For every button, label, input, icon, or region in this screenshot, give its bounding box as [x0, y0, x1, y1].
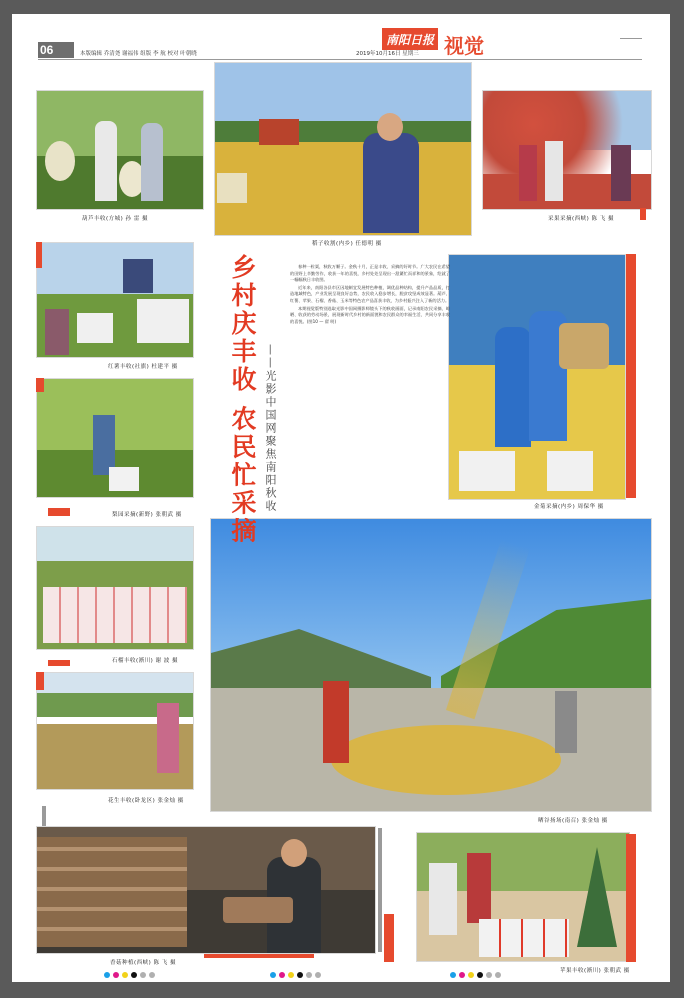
photo-caption: 红薯丰收(社旗) 杜建平 摄: [108, 364, 178, 370]
rice-harvest-photo: [214, 62, 472, 236]
cotton-harvest-photo: [36, 672, 194, 790]
article-body: [290, 264, 450, 326]
mushroom-bags: [37, 837, 187, 947]
page-number: 06: [40, 43, 54, 57]
registration-marks: [270, 972, 324, 978]
sweet-potato-photo: [36, 242, 194, 358]
accent-bar: [48, 508, 70, 516]
crate-stack: [479, 919, 569, 957]
photo-caption: 金菊采摘(内乡) 周保华 摄: [534, 504, 604, 510]
registration-dot: [486, 972, 492, 978]
mushroom-tray: [223, 897, 293, 923]
accent-bar: [36, 672, 44, 690]
farmer-figure: [123, 259, 153, 293]
registration-dot: [459, 972, 465, 978]
photo-caption: 稻子收割(内乡) 任德明 摄: [312, 241, 382, 247]
apple-harvest-photo: [416, 832, 630, 962]
registration-dot: [140, 972, 146, 978]
accent-bar: [626, 254, 636, 498]
wicker-basket: [559, 323, 609, 369]
farmer-figure: [467, 853, 491, 923]
registration-dot: [149, 972, 155, 978]
registration-marks: [450, 972, 504, 978]
registration-marks: [104, 972, 158, 978]
photo-caption: 花生丰收(卧龙区) 张金灿 摄: [108, 798, 184, 804]
crate: [77, 313, 113, 343]
pomegranate-photo: [36, 526, 194, 650]
accent-bar: [42, 806, 46, 826]
accent-bar: [48, 660, 70, 666]
farmer-figure: [323, 681, 349, 763]
section-title: 视觉: [444, 34, 484, 58]
harvester-machine: [259, 119, 299, 145]
photo-sky: [215, 63, 471, 121]
headline-main: 乡村庆丰收 农民忙采摘: [228, 254, 257, 546]
photo-sky: [37, 527, 193, 561]
article-paragraph: 春种一粒粟，秋收万颗子。金秋十月，正是丰收、采摘的好时节。广大农民在希望的田野上辛勤劳作，收获一年的喜悦，乡村处处呈现出一派繁忙而祥和的景象，绘就了一幅幅秋日丰收图。: [290, 264, 450, 283]
photo-sky: [37, 379, 193, 450]
farmer-figure: [95, 121, 117, 201]
article-paragraph: 近年来，南阳各县市区因地制宜发展特色种植，调优品种结构，提升产品品质，打造地域特色，产业发展呈现良好态势，农民收入稳步增长，脱贫攻坚成效显著。葫芦、红薯、苹果、石榴、香菇、玉米等特色农产品喜获丰收，为乡村振兴注入了新的活力。: [290, 284, 450, 303]
grain-pile: [331, 725, 561, 795]
photo-ground: [215, 142, 471, 235]
corn-drying-photo: [448, 254, 626, 500]
registration-dot: [468, 972, 474, 978]
issue-date: 2019年10月16日 星期三: [356, 51, 419, 57]
farmer-figure: [555, 691, 577, 753]
photo-caption: 苹果丰收(淅川) 张朝武 摄: [560, 968, 630, 974]
photo-sky: [37, 243, 193, 294]
registration-dot: [288, 972, 294, 978]
farmer-figure: [545, 141, 563, 201]
crate-stack: [43, 587, 187, 643]
farmer-figure: [93, 415, 115, 475]
accent-bar: [204, 954, 314, 958]
gourd-shape: [45, 141, 75, 181]
photo-caption: 葫芦丰收(方城) 孙 雷 摄: [82, 216, 149, 222]
editor-credits: 本版编辑 乔清尧 谢福伟 组版 李 航 校对 叶朝晓: [80, 51, 197, 57]
header-rule: [38, 59, 642, 60]
registration-dot: [297, 972, 303, 978]
farmer-figure: [141, 123, 163, 201]
crate: [459, 451, 515, 491]
headline-subtitle: ——光影中国网聚焦南阳秋收: [264, 344, 277, 513]
masthead-logo-text: 南阳日报: [386, 33, 435, 47]
registration-dot: [279, 972, 285, 978]
registration-dot: [450, 972, 456, 978]
farmer-face: [377, 113, 403, 141]
registration-dot: [306, 972, 312, 978]
registration-dot: [270, 972, 276, 978]
accent-bar: [384, 914, 394, 962]
registration-dot: [113, 972, 119, 978]
registration-dot: [477, 972, 483, 978]
persimmon-photo: [482, 90, 652, 210]
registration-dot: [495, 972, 501, 978]
accent-bar: [378, 828, 382, 952]
farmer-figure: [157, 703, 179, 773]
crate: [547, 451, 593, 491]
farmer-figure: [519, 145, 537, 201]
grain-tossing-photo: [210, 518, 652, 812]
grain-bag: [217, 173, 247, 203]
photo-caption: 晒谷扬场(南召) 张金灿 摄: [538, 818, 608, 824]
pear-harvest-photo: [36, 378, 194, 498]
photo-caption: 石榴丰收(淅川) 谢 波 摄: [112, 658, 179, 664]
farmer-figure: [429, 863, 457, 935]
accent-bar: [36, 378, 44, 392]
farmer-figure: [495, 327, 531, 447]
registration-dot: [131, 972, 137, 978]
photo-caption: 香菇种植(西峡) 陈 飞 摄: [110, 960, 177, 966]
accent-bar: [36, 242, 42, 268]
farmer-face: [281, 839, 307, 867]
photo-trees: [215, 121, 471, 142]
farmer-figure: [611, 145, 631, 201]
mushroom-photo: [36, 826, 376, 954]
crate: [137, 299, 189, 343]
header-corner-mark: [620, 38, 642, 39]
gourd-harvest-photo: [36, 90, 204, 210]
newspaper-page: [12, 14, 670, 982]
accent-bar: [626, 834, 636, 962]
farmer-figure: [363, 133, 419, 233]
registration-dot: [122, 972, 128, 978]
crate: [109, 467, 139, 491]
photo-caption: 梨园采摘(新野) 张朝武 摄: [112, 512, 182, 518]
registration-dot: [104, 972, 110, 978]
article-paragraph: 本期视觉版特别选取光影中国网摄影师镜头下的秋收画面，记录南阳农民采摘、晾晒、收获的劳动场景，展现新时代乡村的新面貌和农民群众的幸福生活，共同分享丰收的喜悦。(图10 — 翟 明): [290, 305, 450, 324]
accent-bar: [640, 208, 646, 220]
registration-dot: [315, 972, 321, 978]
farmer-figure: [45, 309, 69, 355]
photo-caption: 采果采摘(西峡) 陈 飞 摄: [548, 216, 615, 222]
